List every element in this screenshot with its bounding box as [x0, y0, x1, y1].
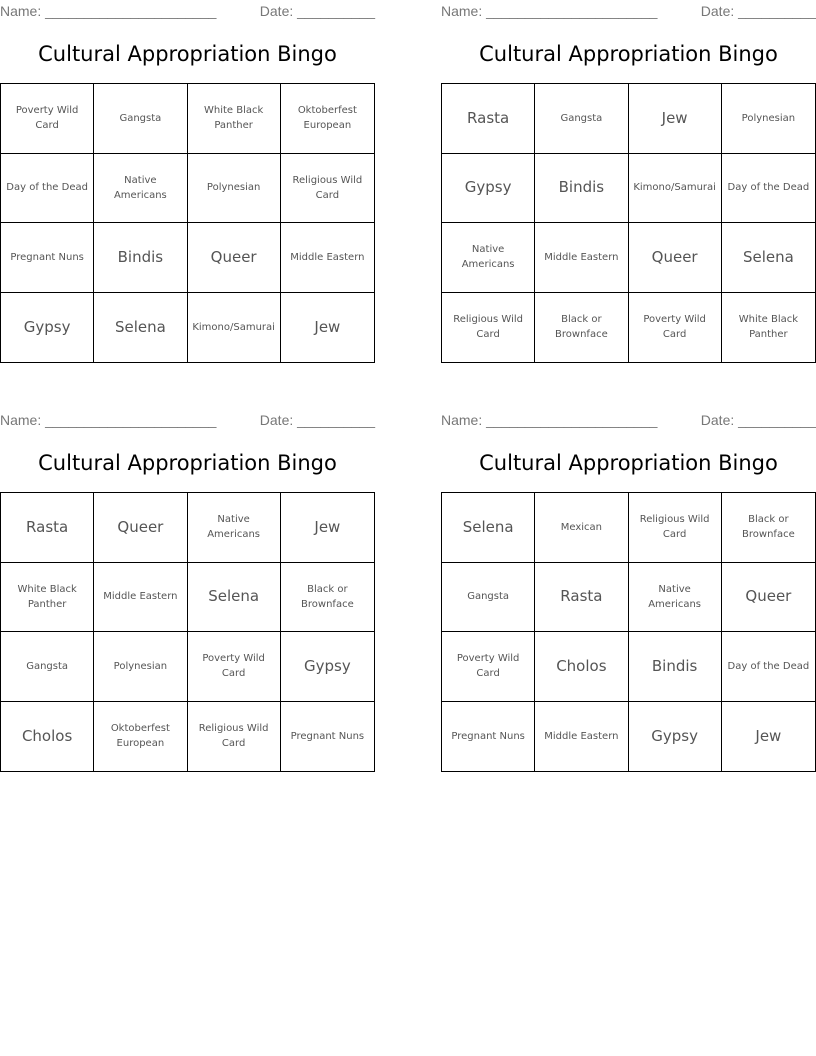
bingo-cell: Middle Eastern — [535, 223, 628, 293]
name-field[interactable]: Name: ______________________ — [0, 412, 217, 428]
bingo-cell: Pregnant Nuns — [1, 223, 94, 293]
bingo-cell: Rasta — [535, 563, 628, 633]
bingo-cell: Bindis — [94, 223, 187, 293]
bingo-cell: Selena — [94, 293, 187, 363]
bingo-cell: Selena — [722, 223, 815, 293]
bingo-cell: Day of the Dead — [722, 632, 815, 702]
bingo-cell: Black or Brownface — [281, 563, 374, 633]
bingo-cell: Religious Wild Card — [442, 293, 535, 363]
bingo-cell: Gangsta — [94, 84, 187, 154]
bingo-cell: Rasta — [442, 84, 535, 154]
bingo-cell: Polynesian — [94, 632, 187, 702]
date-field[interactable]: Date: __________ — [700, 3, 816, 19]
bingo-cell: Polynesian — [188, 154, 281, 224]
card-title: Cultural Appropriation Bingo — [479, 451, 778, 475]
bingo-cell: Native Americans — [629, 563, 722, 633]
bingo-cell: Cholos — [535, 632, 628, 702]
bingo-cell: Native Americans — [188, 493, 281, 563]
card-title: Cultural Appropriation Bingo — [38, 451, 337, 475]
date-field[interactable]: Date: __________ — [700, 412, 816, 428]
bingo-cell: Black or Brownface — [535, 293, 628, 363]
card-header — [441, 0, 816, 22]
bingo-cell: Middle Eastern — [281, 223, 374, 293]
bingo-cell: Kimono/Samurai — [188, 293, 281, 363]
card-title: Cultural Appropriation Bingo — [38, 42, 337, 66]
bingo-cell: Poverty Wild Card — [1, 84, 94, 154]
card-header — [441, 409, 816, 431]
bingo-cell: Oktoberfest European — [281, 84, 374, 154]
date-field[interactable]: Date: __________ — [259, 412, 375, 428]
bingo-cell: Polynesian — [722, 84, 815, 154]
bingo-cell: Bindis — [535, 154, 628, 224]
bingo-cell: White Black Panther — [1, 563, 94, 633]
bingo-cell: Queer — [722, 563, 815, 633]
bingo-cell: Jew — [629, 84, 722, 154]
bingo-cell: Religious Wild Card — [188, 702, 281, 772]
bingo-cell: Jew — [755, 726, 782, 745]
bingo-cell: Poverty Wild Card — [188, 632, 281, 702]
name-field[interactable]: Name: ______________________ — [441, 3, 658, 19]
bingo-cell: Gangsta — [535, 84, 628, 154]
bingo-grid — [0, 83, 375, 363]
bingo-cell: Poverty Wild Card — [629, 293, 722, 363]
date-field[interactable]: Date: __________ — [259, 3, 375, 19]
bingo-cell: Gangsta — [1, 632, 94, 702]
bingo-cell: Gypsy — [442, 154, 535, 224]
bingo-cell: Queer — [94, 493, 187, 563]
bingo-cell: Gypsy — [281, 632, 374, 702]
card-header — [0, 0, 375, 22]
bingo-cell: Pregnant Nuns — [290, 730, 365, 742]
bingo-cell: Rasta — [1, 493, 94, 563]
bingo-cell: Cholos — [1, 702, 94, 772]
bingo-cell: Day of the Dead — [1, 154, 94, 224]
bingo-cell: Religious Wild Card — [281, 154, 374, 224]
bingo-cell: Jew — [314, 317, 341, 336]
bingo-cell: White Black Panther — [738, 314, 799, 341]
bingo-cell: White Black Panther — [188, 84, 281, 154]
bingo-cell: Day of the Dead — [722, 154, 815, 224]
bingo-cell: Queer — [629, 223, 722, 293]
bingo-grid — [0, 492, 375, 772]
bingo-cell: Kimono/Samurai — [629, 154, 722, 224]
card-title: Cultural Appropriation Bingo — [479, 42, 778, 66]
bingo-cell: Gangsta — [442, 563, 535, 633]
bingo-cell: Black or Brownface — [722, 493, 815, 563]
bingo-cell: Mexican — [535, 493, 628, 563]
name-field[interactable]: Name: ______________________ — [0, 3, 217, 19]
bingo-cell: Pregnant Nuns — [442, 702, 535, 772]
bingo-cell: Native Americans — [442, 223, 535, 293]
name-field[interactable]: Name: ______________________ — [441, 412, 658, 428]
bingo-cell: Jew — [281, 493, 374, 563]
bingo-cell: Poverty Wild Card — [442, 632, 535, 702]
bingo-cell: Bindis — [629, 632, 722, 702]
bingo-grid — [441, 83, 816, 363]
card-header — [0, 409, 375, 431]
bingo-cell: Oktoberfest European — [94, 702, 187, 772]
bingo-cell: Religious Wild Card — [629, 493, 722, 563]
bingo-grid — [441, 492, 816, 772]
bingo-cell: Gypsy — [1, 293, 94, 363]
bingo-cell: Middle Eastern — [535, 702, 628, 772]
bingo-cell: Native Americans — [94, 154, 187, 224]
bingo-cell: Middle Eastern — [94, 563, 187, 633]
bingo-cell: Queer — [188, 223, 281, 293]
bingo-cell: Selena — [442, 493, 535, 563]
bingo-cell: Gypsy — [629, 702, 722, 772]
bingo-cell: Selena — [188, 563, 281, 633]
